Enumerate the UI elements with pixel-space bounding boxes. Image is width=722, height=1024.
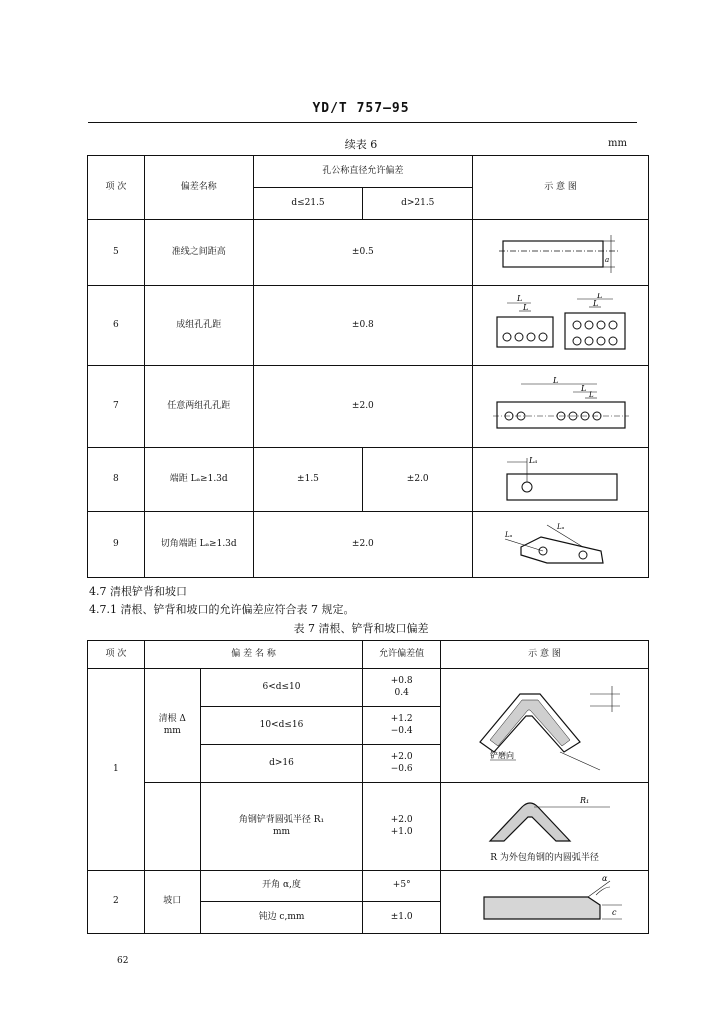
tolerance-cell xyxy=(363,783,441,871)
condition-cell: 10<d≤16 xyxy=(200,707,363,745)
table-row xyxy=(88,512,649,578)
row-tolerance: ±2.0 xyxy=(253,512,473,578)
tolerance-lower: +1.0 xyxy=(390,826,413,837)
diagram-label-L: L xyxy=(588,390,594,399)
row-no: 7 xyxy=(88,366,145,448)
row-name: 成组孔孔距 xyxy=(144,286,253,366)
condition-cell: d>16 xyxy=(200,745,363,783)
tolerance-lower: 0.4 xyxy=(394,687,409,698)
clean-root-drawing xyxy=(460,672,630,780)
diagram-gauge-line xyxy=(473,220,649,286)
row-name: 任意两组孔孔距 xyxy=(144,366,253,448)
back-radius-label: 角钢铲背圆弧半径 R₁ xyxy=(238,815,325,826)
section-4-7-heading: 4.7 清根铲背和坡口 xyxy=(89,585,187,598)
tolerance-upper: +1.2 xyxy=(390,714,413,725)
bevel-drawing xyxy=(460,873,630,931)
table-row xyxy=(88,286,649,366)
condition-cell: 6<d≤10 xyxy=(200,669,363,707)
row-tolerance: ±0.5 xyxy=(253,220,473,286)
tolerance-lower: −0.6 xyxy=(390,763,413,774)
table-row xyxy=(88,448,649,512)
table7-col-name: 偏 差 名 称 xyxy=(144,641,362,669)
diagram-clean-root xyxy=(441,669,649,783)
table-row xyxy=(88,366,649,448)
diagram-label-L: L xyxy=(580,383,586,393)
header-rule xyxy=(88,122,637,123)
diagram-label-La: Lₐ xyxy=(504,530,512,539)
table6-col-sub2: d>21.5 xyxy=(363,188,473,220)
diagram-label-a: a xyxy=(604,255,609,264)
cut-corner-drawing xyxy=(491,517,631,573)
group-clean-root-label: 清根 Δ xyxy=(158,714,186,725)
back-radius-unit: mm xyxy=(272,826,291,837)
diagram-label-La: Lₐ xyxy=(528,455,537,465)
two-groups-drawing xyxy=(491,376,631,438)
table7-col-tol: 允许偏差值 xyxy=(363,641,441,669)
row-tolerance: ±0.8 xyxy=(253,286,473,366)
diagram-label-alpha: α xyxy=(601,874,607,883)
bevel-angle-name: 开角 α,度 xyxy=(200,871,363,902)
diagram-label-L: L xyxy=(552,375,558,385)
table6-col-tol: 孔公称直径允许偏差 xyxy=(253,156,473,188)
diagram-label-La: Lₐ xyxy=(556,522,564,531)
diagram-label-L: L xyxy=(596,292,602,300)
diagram-end-distance xyxy=(473,448,649,512)
tolerance-cell: +5° xyxy=(363,871,441,902)
group-bevel: 坡口 xyxy=(144,871,200,934)
table6-col-sub1: d≤21.5 xyxy=(253,188,363,220)
group-clean-root xyxy=(144,669,200,783)
tolerance-cell xyxy=(363,707,441,745)
table7-col-diagram: 示 意 图 xyxy=(441,641,649,669)
diagram-two-groups xyxy=(473,366,649,448)
end-distance-drawing xyxy=(491,454,631,506)
diagram-label-L: L xyxy=(516,293,522,303)
diagram-label-grind-direction: 铲磨向 xyxy=(489,750,514,760)
diagram-label-L: L xyxy=(592,298,598,308)
row-no: 5 xyxy=(88,220,145,286)
item-2-number: 2 xyxy=(88,871,145,934)
table7 xyxy=(87,640,649,934)
row-tolerance: ±2.0 xyxy=(253,366,473,448)
diagram-label-L: L xyxy=(522,302,528,312)
tolerance-upper: +2.0 xyxy=(390,752,413,763)
gauge-line-drawing xyxy=(491,227,631,279)
group-clean-root-unit: mm xyxy=(163,725,181,736)
table-row xyxy=(88,783,649,871)
diagram-group-holes xyxy=(473,286,649,366)
table6-col-name: 偏差名称 xyxy=(144,156,253,220)
tolerance-lower: −0.4 xyxy=(390,725,413,736)
radius-note: R 为外包角钢的内圆弧半径 xyxy=(490,852,599,863)
table6-caption: 续表 6 xyxy=(344,138,378,151)
back-radius-name xyxy=(200,783,363,871)
row-name: 切角端距 Lₐ≥1.3d xyxy=(144,512,253,578)
page-number: 62 xyxy=(117,956,129,966)
group-holes-drawing xyxy=(491,293,631,359)
back-radius-drawing xyxy=(460,789,630,853)
row-name: 准线之间距高 xyxy=(144,220,253,286)
row-tolerance-small: ±1.5 xyxy=(253,448,363,512)
row-no: 9 xyxy=(88,512,145,578)
row-tolerance-large: ±2.0 xyxy=(363,448,473,512)
group-back-grinding xyxy=(144,783,200,871)
table6-unit: mm xyxy=(608,138,627,149)
table-row xyxy=(88,871,649,902)
row-no: 8 xyxy=(88,448,145,512)
tolerance-upper: +0.8 xyxy=(390,676,413,687)
table7-caption: 表 7 清根、铲背和坡口偏差 xyxy=(293,622,429,635)
table6 xyxy=(87,155,649,578)
row-no: 6 xyxy=(88,286,145,366)
row-name: 端距 Lₐ≥1.3d xyxy=(144,448,253,512)
tolerance-cell xyxy=(363,669,441,707)
tolerance-cell xyxy=(363,745,441,783)
table6-col-diagram: 示 意 图 xyxy=(473,156,649,220)
diagram-label-R1: R₁ xyxy=(579,795,589,805)
diagram-label-c: c xyxy=(611,908,617,917)
diagram-back-radius xyxy=(441,783,649,871)
item-1-number: 1 xyxy=(88,669,145,871)
diagram-cut-corner xyxy=(473,512,649,578)
table-row xyxy=(88,669,649,707)
standard-header: YD/T 757—95 xyxy=(312,101,410,116)
tolerance-upper: +2.0 xyxy=(390,815,413,826)
blunt-edge-name: 钝边 c,mm xyxy=(200,902,363,934)
diagram-bevel xyxy=(441,871,649,934)
section-4-7-1-text: 4.7.1 清根、铲背和坡口的允许偏差应符合表 7 规定。 xyxy=(89,603,355,616)
table6-col-item: 项 次 xyxy=(88,156,145,220)
table-row xyxy=(88,220,649,286)
table7-col-item: 项 次 xyxy=(88,641,145,669)
tolerance-cell: ±1.0 xyxy=(363,902,441,934)
